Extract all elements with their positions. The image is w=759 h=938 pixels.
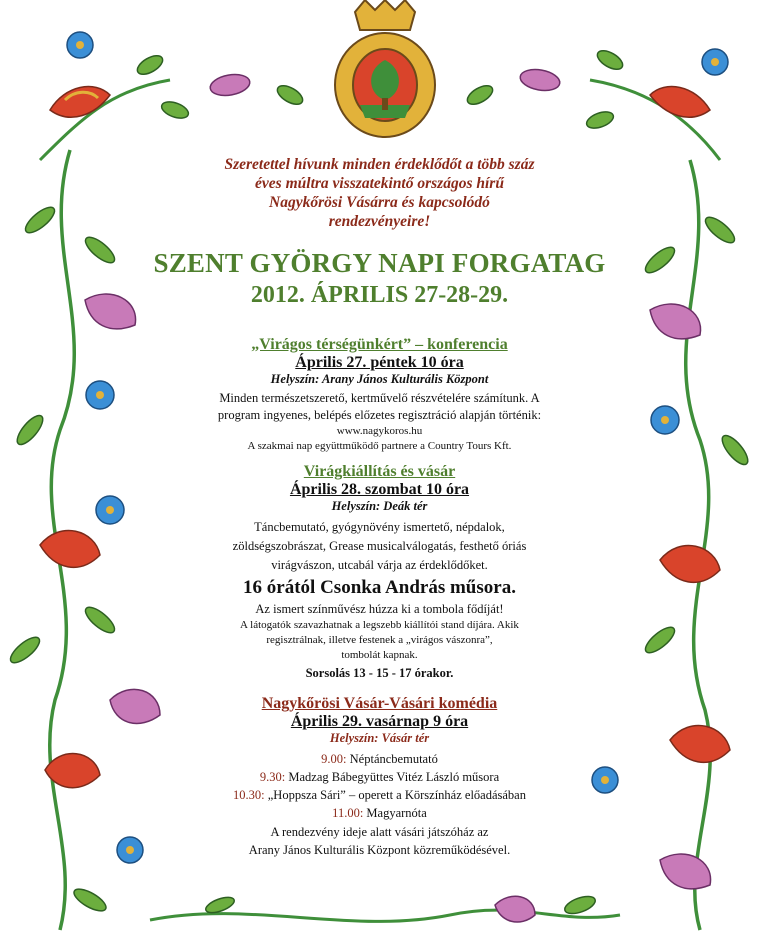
program-time: 9.00:: [321, 752, 347, 766]
section-fair-comedy: [0, 695, 759, 859]
program-item: [0, 804, 759, 822]
corner-flower-top-right: [464, 47, 728, 160]
draw-times: Sorsolás 13 - 15 - 17 órakor.: [305, 666, 454, 680]
event-title: SZENT GYÖRGY NAPI FORGATAG: [153, 248, 606, 278]
performer-highlight: 16 órától Csonka András műsora.: [243, 577, 516, 598]
intro-line-2: éves múltra visszatekintő országos hírű: [255, 175, 504, 192]
section-heading: Virágkiállítás és vásár: [303, 463, 456, 480]
partner-note: A szakmai nap együttműködő partnere a Country Tours Kft.: [247, 440, 512, 452]
invitation-intro: [0, 155, 759, 231]
corner-flower-top-left: [40, 32, 306, 160]
section-heading: „Virágos térségünkért” – konferencia: [251, 336, 508, 353]
program-text: Magyarnóta: [363, 806, 427, 820]
program-time: 9.30:: [259, 770, 286, 784]
bottom-vine: [150, 894, 620, 922]
program-item: [0, 750, 759, 768]
text-line: regisztrálnak, illetve festenek a „virágos vászonra”,: [266, 634, 493, 646]
intro-line-3: Nagykőrösi Vásárra és kapcsolódó: [269, 194, 490, 211]
website-url: www.nagykoros.hu: [336, 425, 423, 437]
program-text: Madzag Bábegyüttes Vitéz László műsora: [285, 770, 500, 784]
section-flower-show: [0, 463, 759, 682]
section-date: Április 28. szombat 10 óra: [289, 481, 470, 498]
section-venue: Helyszín: Vásár tér: [329, 731, 430, 745]
section-conference: [0, 336, 759, 454]
section-text: [0, 390, 759, 424]
event-dates: 2012. ÁPRILIS 27-28-29.: [250, 282, 509, 308]
program-text: Néptáncbemutató: [346, 752, 438, 766]
program-list: [0, 750, 759, 822]
tombola-text: Az ismert színművész húzza ki a tombola fődíját!: [255, 602, 504, 616]
intro-line-1: Szeretettel hívunk minden érdeklődőt a több száz: [224, 156, 535, 173]
text-line: Arany János Kulturális Központ közreműködésével.: [248, 843, 511, 857]
section-venue: Helyszín: Arany János Kulturális Központ: [270, 372, 489, 386]
intro-line-4: rendezvényeire!: [328, 213, 431, 230]
voting-text: [0, 618, 759, 663]
text-line: A rendezvény ideje alatt vásári játszóház az: [270, 825, 489, 839]
text-line: tombolát kapnak.: [341, 649, 418, 661]
program-time: 11.00:: [332, 806, 364, 820]
program-time: 10.30:: [233, 788, 265, 802]
section-heading: Nagykőrösi Vásár-Vásári komédia: [261, 695, 498, 712]
program-item: [0, 786, 759, 804]
section-date: Április 29. vasárnap 9 óra: [290, 713, 469, 730]
text-line: A látogatók szavazhatnak a legszebb kiállítói stand díjára. Akik: [240, 619, 519, 631]
text-line: program ingyenes, belépés előzetes regisztráció alapján történik:: [217, 408, 542, 422]
text-line: zöldségszobrászat, Grease musicalválogatás, festhető óriás: [232, 539, 527, 553]
closing-note: [0, 823, 759, 859]
program-item: [0, 768, 759, 786]
section-venue: Helyszín: Deák tér: [331, 499, 428, 513]
section-text: [0, 518, 759, 575]
text-line: Minden természetszerető, kertművelő részvételére számítunk. A: [219, 391, 540, 405]
section-date: Április 27. péntek 10 óra: [295, 354, 464, 371]
text-line: virágvászon, utcabál várja az érdeklődőket.: [271, 558, 488, 572]
program-text: „Hoppsza Sári” – operett a Körszínház előadásában: [264, 788, 526, 802]
text-line: Táncbemutató, gyógynövény ismertető, népdalok,: [254, 520, 505, 534]
coat-of-arms-icon: [335, 0, 435, 137]
